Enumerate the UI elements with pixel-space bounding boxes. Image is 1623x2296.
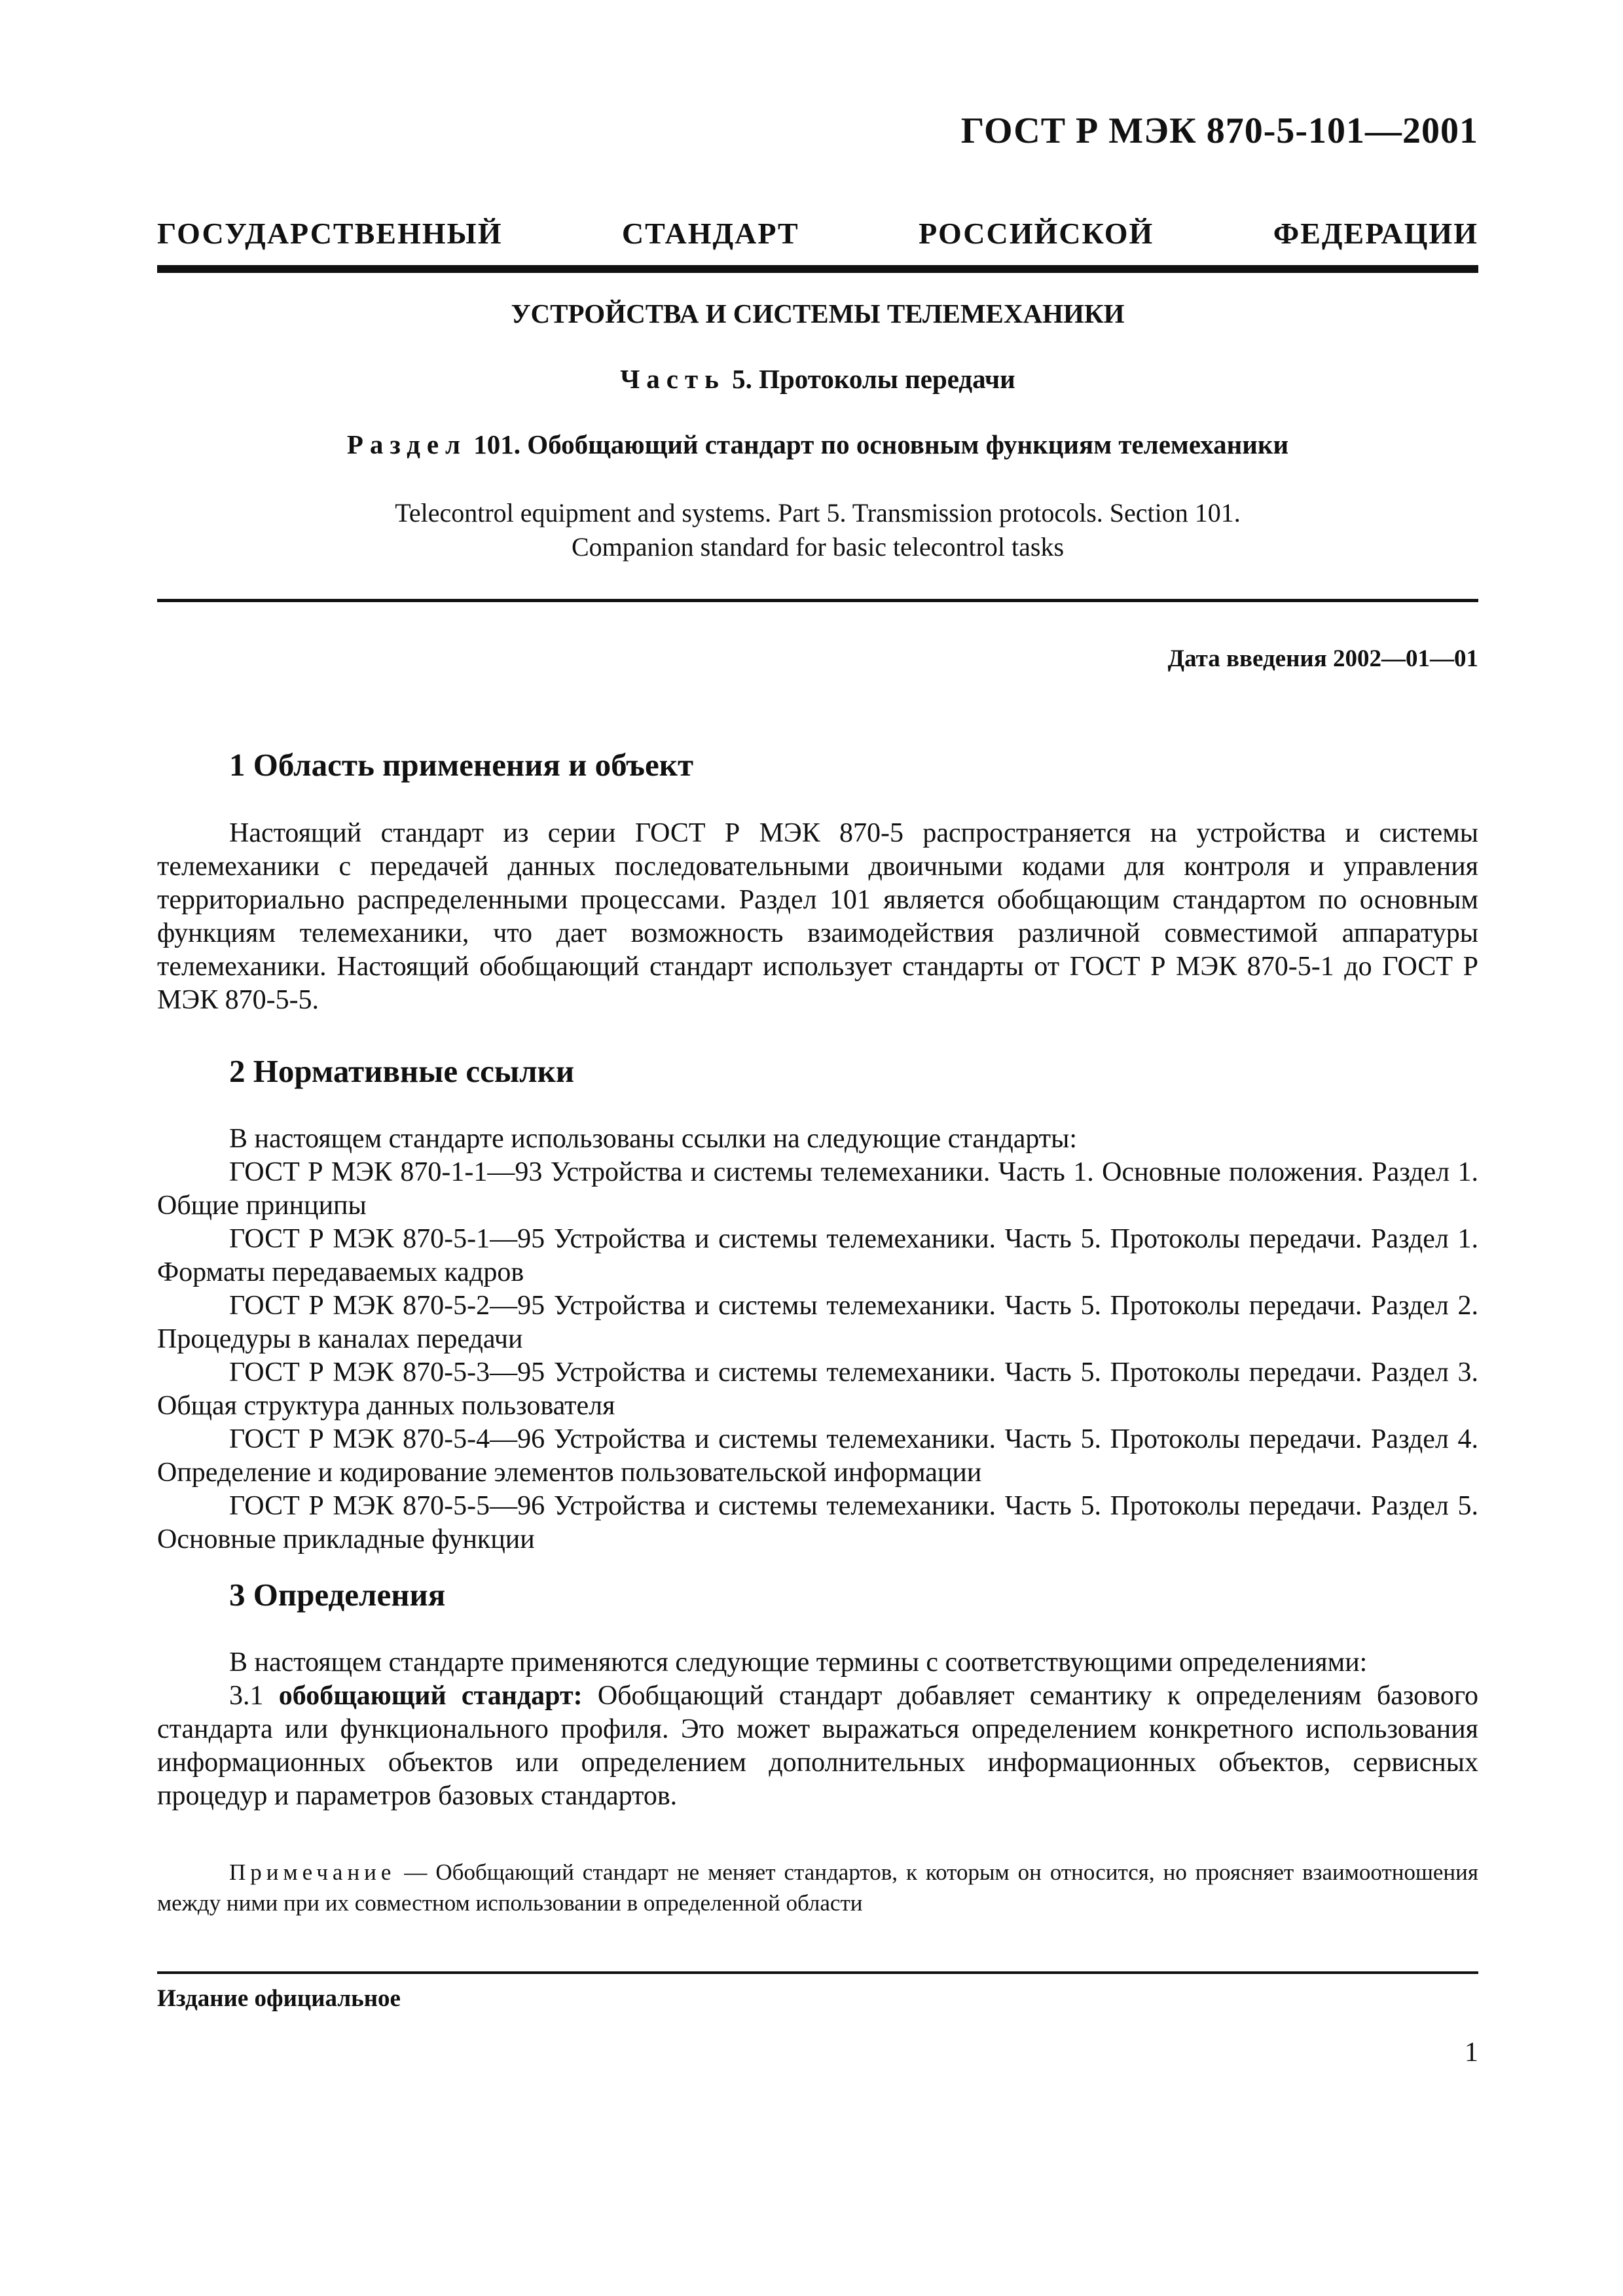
english-title	[157, 496, 1478, 564]
reference-item: ГОСТ Р МЭК 870-5-4—96 Устройства и системы телемеханики. Часть 5. Протоколы передачи. Раздел 4. Определение и кодирование элементов пользовательской информации	[157, 1424, 1478, 1488]
footer-rule	[157, 1971, 1478, 1974]
part-title	[157, 363, 1478, 395]
english-title-line2: Companion standard for basic telecontrol tasks	[571, 532, 1065, 562]
document-title: УСТРОЙСТВА И СИСТЕМЫ ТЕЛЕМЕХАНИКИ	[511, 298, 1125, 329]
note-text: — Обобщающий стандарт не меняет стандартов, к которым он относится, но проясняет взаимоотношения между ними при их совместном использовании в определенной области	[157, 1859, 1478, 1916]
definition-3-1	[157, 1679, 1478, 1813]
section-text: 101. Обобщающий стандарт по основным функциям телемеханики	[473, 429, 1289, 459]
section-3-heading: 3 Определения	[229, 1577, 446, 1613]
english-title-line1: Telecontrol equipment and systems. Part 5. Transmission protocols. Section 101.	[395, 498, 1241, 528]
section-2-heading: 2 Нормативные ссылки	[229, 1053, 575, 1089]
page-number: 1	[1465, 2037, 1478, 2068]
section-1-heading: 1 Область применения и объект	[229, 747, 694, 783]
edition-label: Издание официальное	[157, 1985, 401, 2012]
document-page	[157, 0, 1478, 2296]
note	[157, 1857, 1478, 1918]
introduction-date: Дата введения 2002—01—01	[1167, 645, 1478, 672]
reference-item: ГОСТ Р МЭК 870-5-2—95 Устройства и системы телемеханики. Часть 5. Протоколы передачи. Раздел 2. Процедуры в каналах передачи	[157, 1291, 1478, 1354]
section-2-intro: В настоящем стандарте использованы ссылки на следующие стандарты:	[229, 1124, 1078, 1154]
reference-item: ГОСТ Р МЭК 870-5-3—95 Устройства и системы телемеханики. Часть 5. Протоколы передачи. Раздел 3. Общая структура данных пользователя	[157, 1357, 1478, 1421]
section-2-body	[157, 1122, 1478, 1556]
section-3-intro: В настоящем стандарте применяются следующие термины с соответствующими определениями:	[229, 1647, 1368, 1677]
section-3-body	[157, 1646, 1478, 1813]
header-rule	[157, 265, 1478, 273]
part-text: 5. Протоколы передачи	[732, 364, 1015, 394]
section-label: Раздел	[346, 429, 467, 459]
reference-item: ГОСТ Р МЭК 870-5-5—96 Устройства и системы телемеханики. Часть 5. Протоколы передачи. Раздел 5. Основные прикладные функции	[157, 1491, 1478, 1554]
part-label: Часть	[620, 364, 725, 394]
definition-number: 3.1	[229, 1681, 264, 1711]
reference-item: ГОСТ Р МЭК 870-1-1—93 Устройства и системы телемеханики. Часть 1. Основные положения. Раздел 1. Общие принципы	[157, 1157, 1478, 1221]
section-title	[157, 429, 1478, 460]
section-1-text: Настоящий стандарт из серии ГОСТ Р МЭК 870-5 распространяется на устройства и системы телемеханики с передачей данных последовательными двоичными кодами для контроля и управления территориально распределенными процессами. Раздел 101 является обобщающим стандартом по основным функциям телемеханики, что дает возможность взаимодействия различной совместимой аппаратуры телемеханики. Настоящий обобщающий стандарт использует стандарты от ГОСТ Р МЭК 870-5-1 до ГОСТ Р МЭК 870-5-5.	[157, 818, 1478, 1015]
definition-term: обобщающий стандарт:	[278, 1681, 583, 1711]
gost-code: ГОСТ Р МЭК 870-5-101—2001	[960, 111, 1478, 151]
note-label: Примечание	[229, 1859, 396, 1885]
definition-text: Обобщающий стандарт добавляет семантику к определениям базового стандарта или функционального профиля. Это может выражаться определением конкретного использования информационных объектов или определением дополнительных информационных объектов, сервисных процедур и параметров базовых стандартов.	[157, 1681, 1478, 1811]
title-rule	[157, 599, 1478, 602]
reference-item: ГОСТ Р МЭК 870-5-1—95 Устройства и системы телемеханики. Часть 5. Протоколы передачи. Раздел 1. Форматы передаваемых кадров	[157, 1224, 1478, 1287]
state-standard-title: ГОСУДАРСТВЕННЫЙ СТАНДАРТ РОССИЙСКОЙ ФЕДЕРАЦИИ	[157, 217, 1478, 250]
